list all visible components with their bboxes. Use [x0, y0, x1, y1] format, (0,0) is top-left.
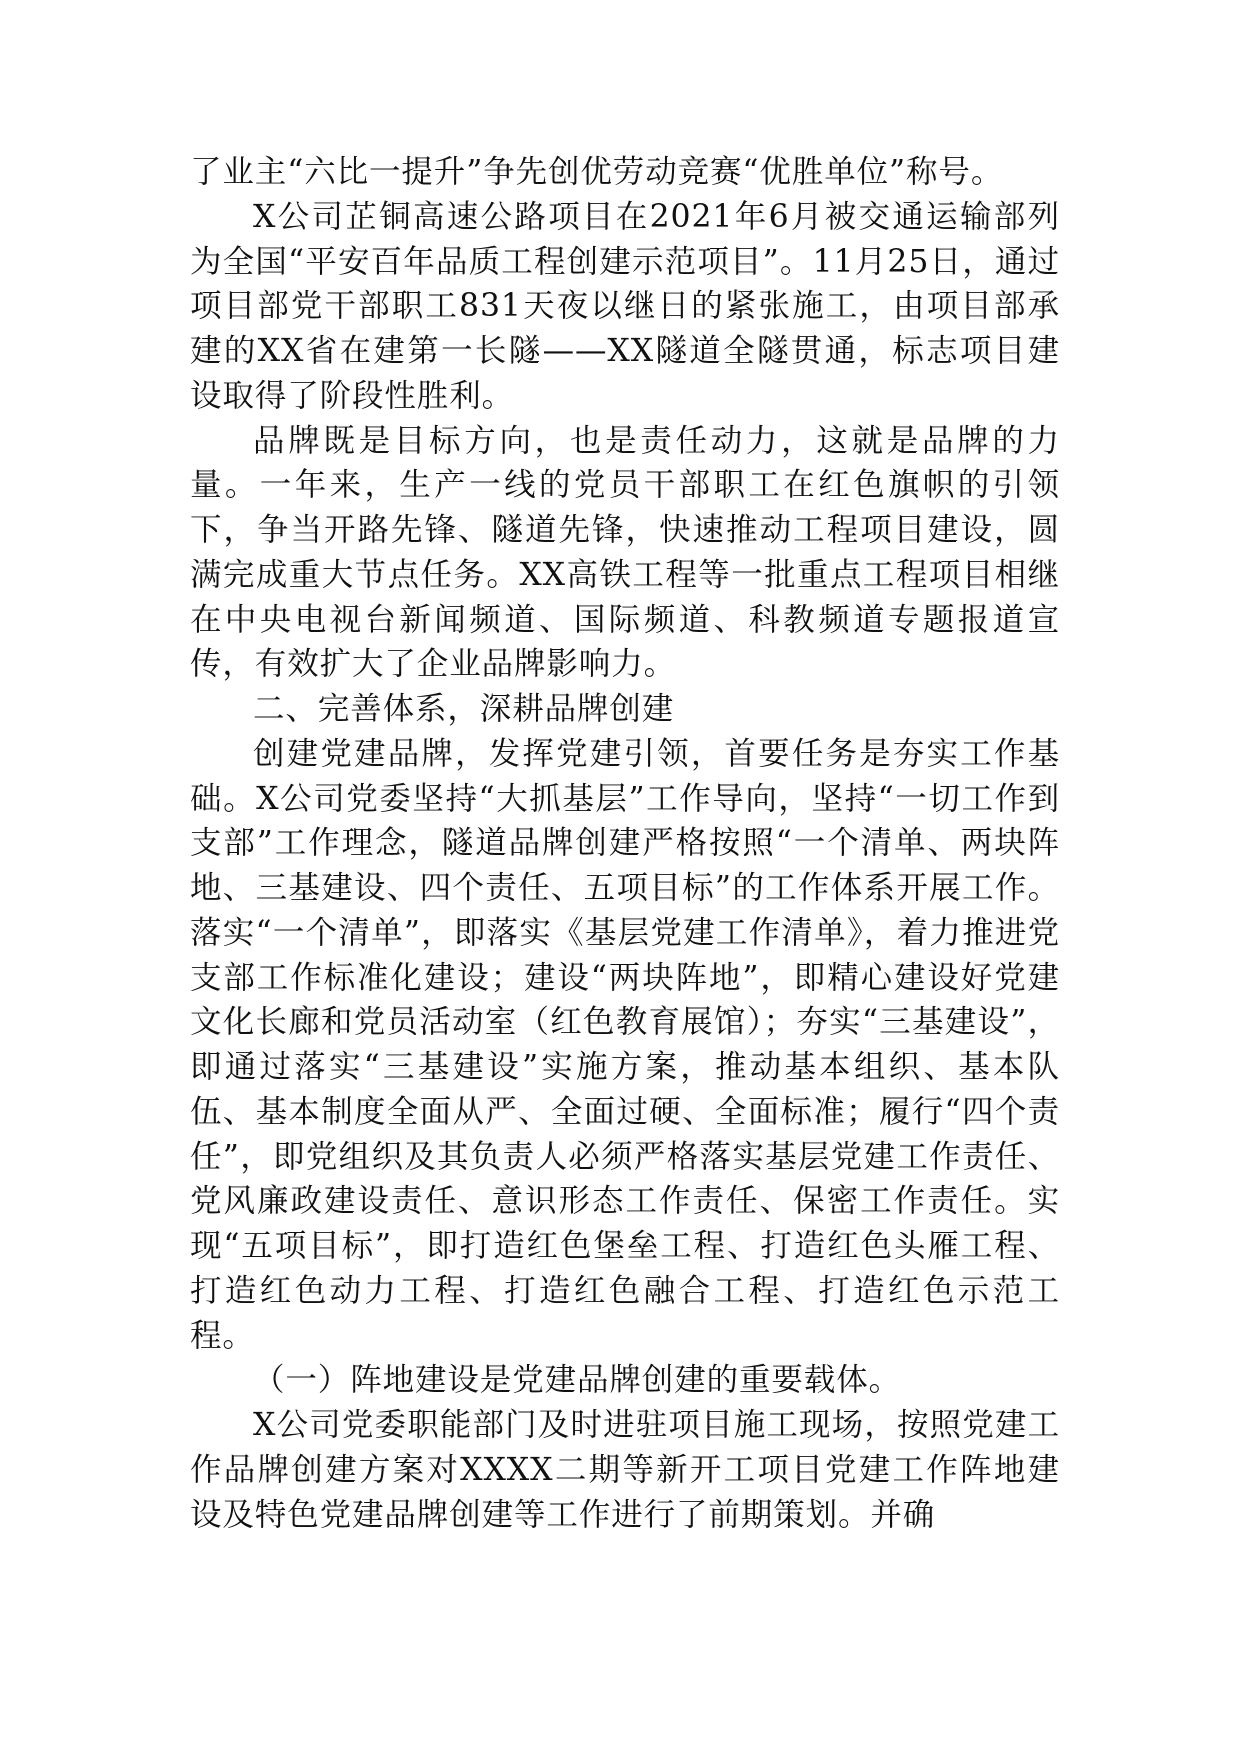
paragraph-brand-power: 品牌既是目标方向，也是责任动力，这就是品牌的力量。一年来，生产一线的党员干部职工在红色旗帜的引领下，争当开路先锋、隧道先锋，快速推动工程项目建设，圆满完成重大节点任务。XX高铁工程等一批重点工程项目相继在中央电视台新闻频道、国际频道、科教频道专题报道宣传，有效扩大了企业品牌影响力。 — [190, 422, 1060, 683]
subsection-heading: （一）阵地建设是党建品牌创建的重要载体。 — [253, 1362, 902, 1399]
paragraph-work-system: 创建党建品牌，发挥党建引领，首要任务是夯实工作基础。X公司党委坚持“大抓基层”工作导向，坚持“一切工作到支部”工作理念，隧道品牌创建严格按照“一个清单、两块阵地、三基建设、四个责任、五项目标”的工作体系开展工作。落实“一个清单”，即落实《基层党建工作清单》，着力推进党支部工作标准化建设；建设“两块阵地”，即精心建设好党建文化长廊和党员活动室（红色教育展馆）；夯实“三基建设”，即通过落实“三基建设”实施方案，推动基本组织、基本队伍、基本制度全面从严、全面过硬、全面标准；履行“四个责任”，即党组织及其负责人必须严格落实基层党建工作责任、党风廉政建设责任、意识形态工作责任、保密工作责任。实现“五项目标”，即打造红色堡垒工程、打造红色头雁工程、打造红色动力工程、打造红色融合工程、打造红色示范工程。 — [190, 735, 1060, 1354]
paragraph-position-building: X公司党委职能部门及时进驻项目施工现场，按照党建工作品牌创建方案对XXXX二期等新开工项目党建工作阵地建设及特色党建品牌创建等工作进行了前期策划。并确 — [190, 1407, 1060, 1533]
paragraph-project-safety: X公司芷铜高速公路项目在2021年6月被交通运输部列为全国“平安百年品质工程创建示范项目”。11月25日，通过项目部党干部职工831天夜以继日的紧张施工，由项目部承建的XX省在建第一长隧——XX隧道全隧贯通，标志项目建设取得了阶段性胜利。 — [190, 198, 1060, 414]
document-body — [190, 150, 1060, 1537]
section-heading: 二、完善体系，深耕品牌创建 — [253, 691, 675, 727]
paragraph-continuation: 了业主“六比一提升”争先创优劳动竞赛“优胜单位”称号。 — [190, 154, 1004, 190]
